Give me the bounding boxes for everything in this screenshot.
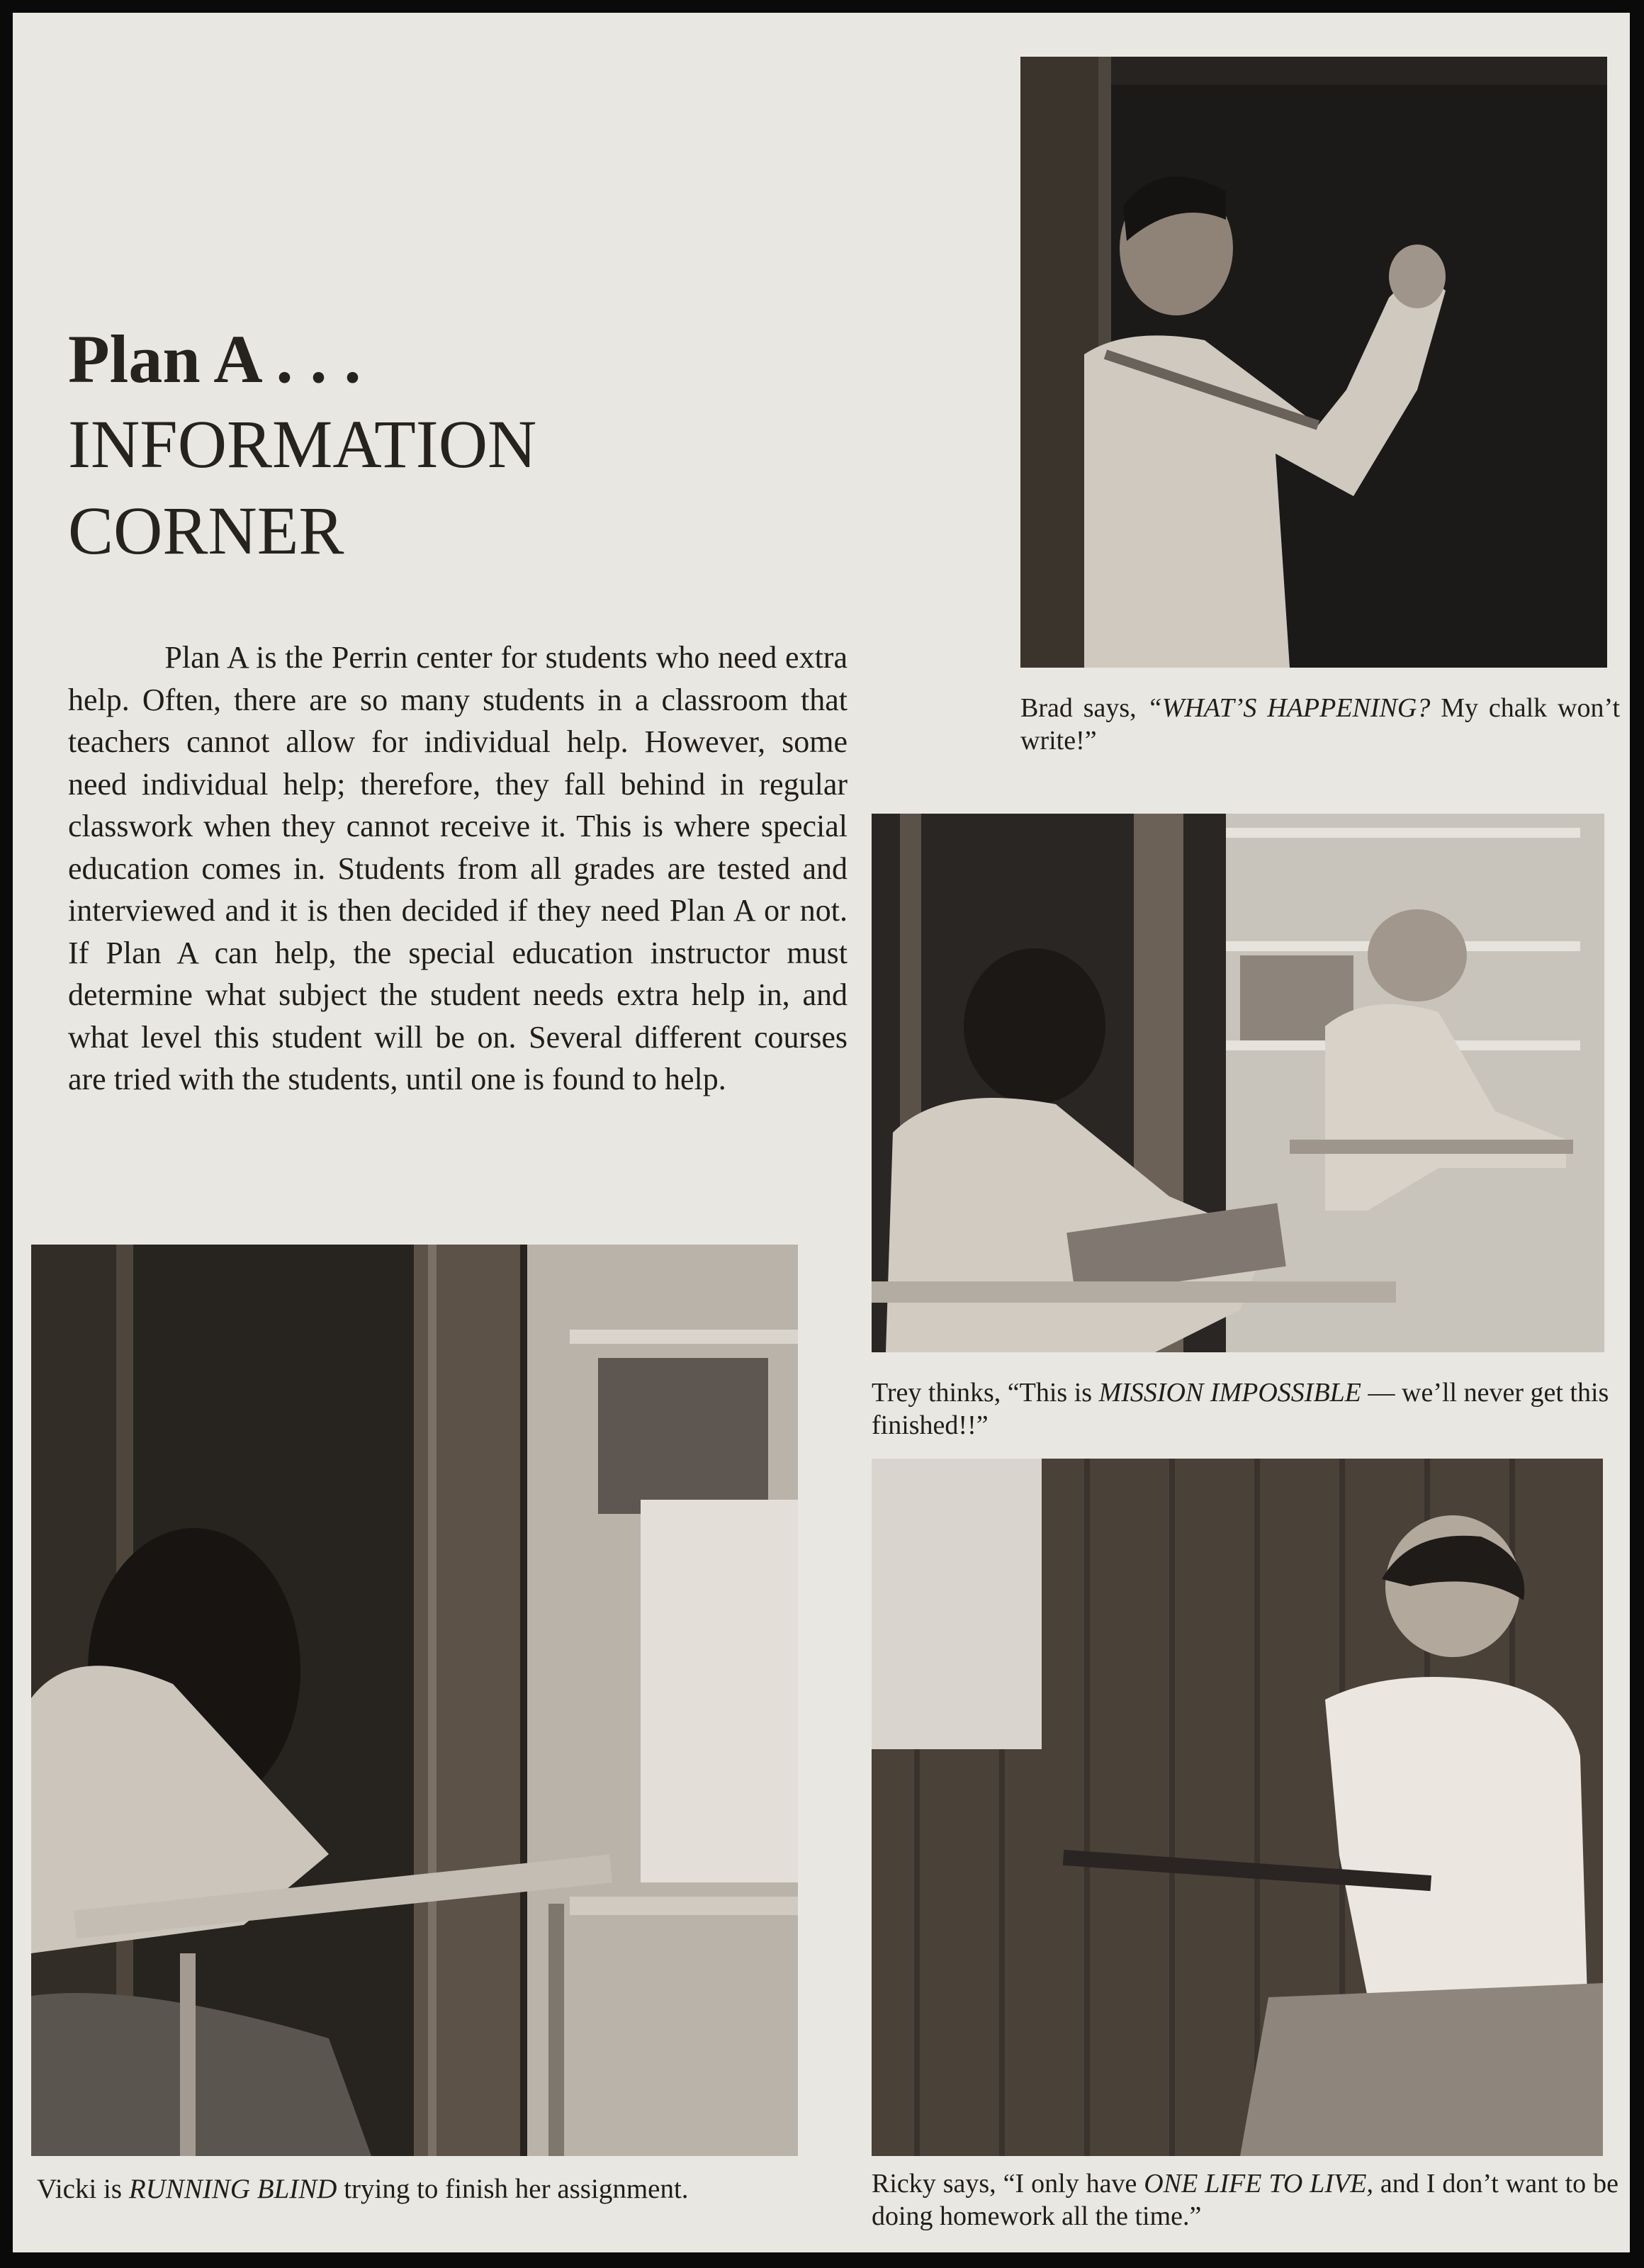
caption-trey-post: — we’ll never get this finished!!” xyxy=(872,1378,1609,1440)
title-line-1: Plan A . . . xyxy=(68,321,361,397)
photo-ricky-desk xyxy=(872,1459,1603,2156)
caption-trey xyxy=(872,1376,1623,1442)
caption-brad-pre: Brad says, xyxy=(1020,693,1147,723)
caption-vicki xyxy=(37,2173,831,2206)
title-line-2: INFORMATION xyxy=(68,406,537,482)
caption-vicki-post: trying to finish her assignment. xyxy=(337,2174,689,2204)
caption-ricky-pre: Ricky says, “I only have xyxy=(872,2169,1144,2199)
caption-ricky-em: ONE LIFE TO LIVE, xyxy=(1144,2169,1373,2199)
caption-brad xyxy=(1020,692,1620,757)
yearbook-page xyxy=(13,13,1630,2252)
photo-brad-chalkboard xyxy=(1020,57,1607,668)
article-body: Plan A is the Perrin center for students who need extra help. Often, there are so many students in a classroom that teachers cannot allow for individual help. However, some need individual help; therefore, they fall behind in regular classwork when they cannot receive it. This is where special education comes in. Students from all grades are tested and interviewed and it is then decided if they need Plan A or not. If Plan A can help, the special education instructor must determine what subject the student needs extra help in, and what level this student will be on. Several different courses are tried with the students, until one is found to help. xyxy=(68,640,848,1096)
caption-ricky-post: and I don’t want to be doing homework all the time.” xyxy=(872,2169,1618,2231)
caption-trey-pre: Trey thinks, “This is xyxy=(872,1378,1099,1408)
caption-ricky xyxy=(872,2167,1618,2233)
caption-vicki-em: RUNNING BLIND xyxy=(128,2174,337,2204)
caption-brad-post: My chalk won’t write!” xyxy=(1020,693,1621,756)
title-line-3: CORNER xyxy=(68,493,344,568)
photo-vicki-desk xyxy=(31,1245,798,2156)
photo-trey-desk xyxy=(872,814,1604,1352)
caption-brad-em: “WHAT’S HAPPENING? xyxy=(1147,693,1431,723)
caption-vicki-pre: Vicki is xyxy=(37,2174,129,2204)
article-title xyxy=(68,318,536,574)
caption-trey-em: MISSION IMPOSSIBLE xyxy=(1098,1378,1362,1408)
